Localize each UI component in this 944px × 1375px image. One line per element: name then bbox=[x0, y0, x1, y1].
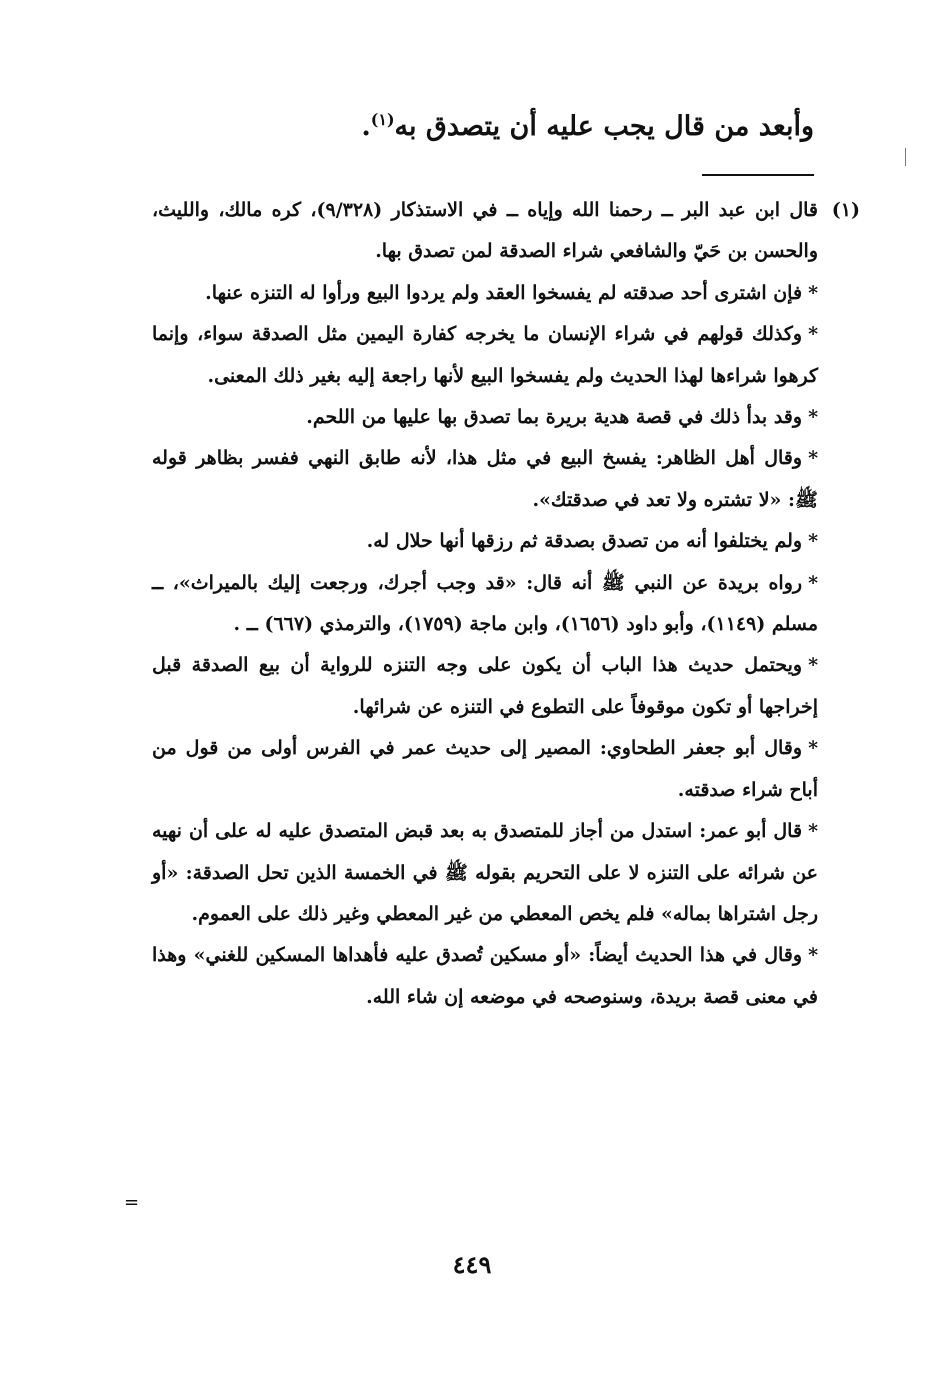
bullet-star: * bbox=[808, 447, 818, 470]
footnote-paragraph bbox=[152, 811, 818, 935]
bullet-star: * bbox=[808, 406, 818, 429]
paragraph-text: قال أبو عمر: استدل من أجاز للمتصدق به بعد قبض المتصدق عليه له على أن نهيه عن شرائه على التنزه لا على التحريم بقوله ﷺ في الخمسة الذين تحل الصدقة: «أو رجل اشتراها بماله» فلم يخص المعطي من غير المعطي وغير ذلك على العموم. bbox=[152, 820, 818, 925]
footnote-paragraph bbox=[152, 935, 818, 1018]
bullet-star: * bbox=[808, 571, 818, 594]
bullet-star: * bbox=[808, 530, 818, 553]
paragraph-text: وقال أبو جعفر الطحاوي: المصير إلى حديث عمر في الفرس أولى من قول من أباح شراء صدقته. bbox=[152, 737, 818, 801]
footnote-paragraph bbox=[152, 190, 818, 273]
footnote-paragraph bbox=[152, 645, 818, 728]
paragraph-text: ولم يختلفوا أنه من تصدق بصدقة ثم رزقها أنها حلال له. bbox=[366, 530, 803, 553]
bullet-star: * bbox=[808, 944, 818, 967]
paragraph-text: قال ابن عبد البر ــ رحمنا الله وإياه ــ في الاستذكار (٩/٣٢٨)، كره مالك، والليث، والحسن بن حَيّ والشافعي شراء الصدقة لمن تصدق بها. bbox=[152, 199, 819, 263]
bullet-star: * bbox=[808, 654, 818, 677]
paragraph-text: ويحتمل حديث هذا الباب أن يكون على وجه التنزه للرواية أن بيع الصدقة قبل إخراجها أو تكون موقوفاً على التطوع في التنزه عن شرائها. bbox=[152, 654, 818, 718]
bullet-star: * bbox=[808, 737, 818, 760]
footnote-paragraph bbox=[152, 563, 818, 646]
paragraph-text: وكذلك قولهم في شراء الإنسان ما يخرجه كفارة اليمين مثل الصدقة سواء، وإنما كرهوا شراءها لهذا الحديث ولم يفسخوا البيع لأنها راجعة إليه بغير ذلك المعنى. bbox=[152, 323, 818, 387]
footnote-paragraph bbox=[152, 728, 818, 811]
page-number: ٤٤٩ bbox=[452, 1250, 492, 1279]
main-text-period: . bbox=[361, 111, 371, 142]
paragraph-text: رواه بريدة عن النبي ﷺ أنه قال: «قد وجب أجرك، ورجعت إليك بالميراث»، ــ مسلم (١١٤٩)، وأبو داود (١٦٥٦)، وابن ماجة (١٧٥٩)، والترمذي (٦٦٧) ــ . bbox=[152, 571, 818, 636]
bullet-star: * bbox=[808, 820, 818, 843]
main-text: وأبعد من قال يجب عليه أن يتصدق به bbox=[394, 111, 814, 142]
paragraph-text: وقال أهل الظاهر: يفسخ البيع في مثل هذا، لأنه طابق النهي ففسر بظاهر قوله ﷺ: «لا تشتره ولا تعد في صدقتك». bbox=[152, 447, 818, 511]
footnote-paragraph bbox=[152, 397, 818, 438]
footnote-paragraph bbox=[152, 314, 818, 397]
footnote-paragraph bbox=[152, 273, 818, 314]
footnote-block bbox=[152, 190, 818, 1018]
footnote-paragraph bbox=[152, 438, 818, 521]
paragraph-text: فإن اشترى أحد صدقته لم يفسخوا العقد ولم يردوا البيع ورأوا له التنزه عنها. bbox=[205, 281, 803, 304]
margin-tick bbox=[905, 148, 906, 166]
footnote-reference: (١) bbox=[370, 110, 395, 129]
bullet-star: * bbox=[808, 281, 818, 304]
paragraph-text: وقد بدأ ذلك في قصة هدية بريرة بما تصدق بها عليها من اللحم. bbox=[306, 406, 803, 429]
footnote-paragraph bbox=[152, 521, 818, 562]
footnote-separator bbox=[702, 174, 814, 176]
paragraph-text: وقال في هذا الحديث أيضاً: «أو مسكين تُصدق عليه فأهداها المسكين للغني» وهذا في معنى قصة بريدة، وسنوصحه في موضعه إن شاء الله. bbox=[152, 944, 818, 1008]
bullet-star: * bbox=[808, 323, 818, 346]
footnote-marker: (١) bbox=[831, 199, 860, 221]
main-text-line bbox=[361, 100, 814, 147]
continuation-mark: = bbox=[124, 1192, 140, 1213]
